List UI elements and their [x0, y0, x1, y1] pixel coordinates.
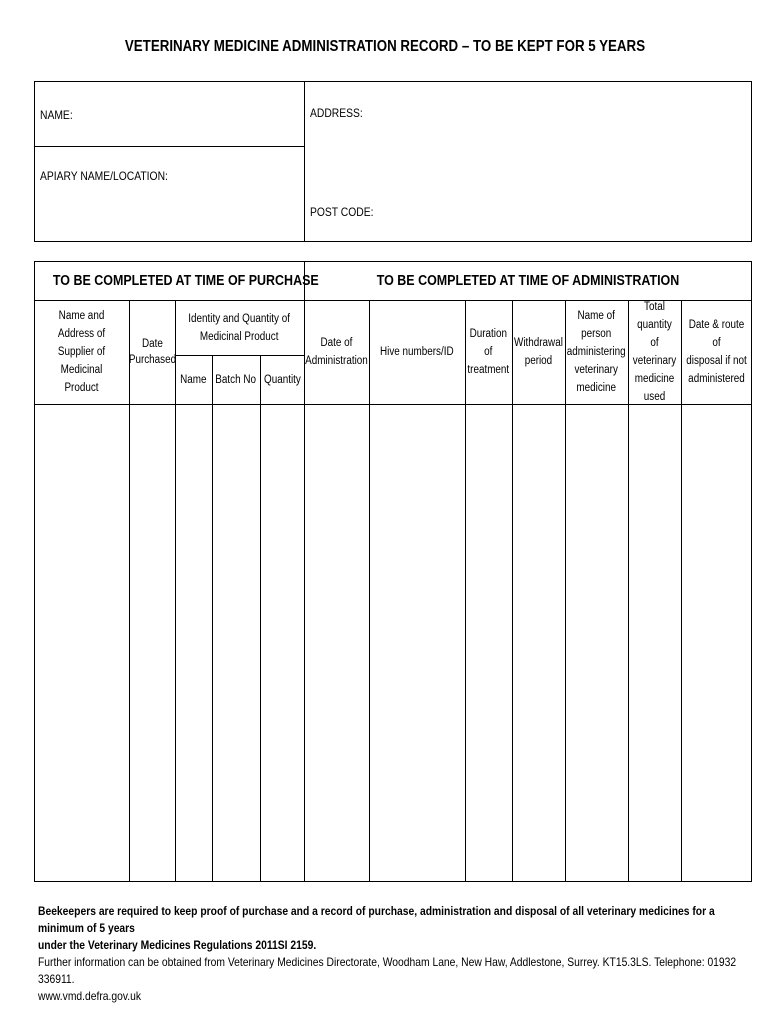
apiary-location-label: APIARY NAME/LOCATION:: [40, 169, 168, 183]
postcode-label: POST CODE:: [310, 205, 374, 219]
footer-notes: [38, 903, 738, 1005]
header-identity-quantity: Identity and Quantity of Medicinal Product: [188, 313, 291, 343]
header-hive-numbers: Hive numbers/ID: [380, 346, 454, 358]
form-title: VETERINARY MEDICINE ADMINISTRATION RECORD – TO BE KEPT FOR 5 YEARS: [124, 38, 646, 55]
header-date-administration: Date of Administration: [305, 337, 368, 367]
details-divider-horizontal: [34, 146, 304, 147]
details-box: [34, 81, 752, 242]
record-entry-area[interactable]: [35, 405, 751, 881]
header-quantity: Quantity: [263, 373, 301, 386]
footer-website: www.vmd.defra.gov.uk: [38, 989, 142, 1003]
header-disposal: Date & route of disposal if not administered: [686, 319, 747, 385]
header-date-purchased: Date Purchased: [128, 338, 176, 366]
footer-info-line: Further information can be obtained from Veterinary Medicines Directorate, Woodham Lane, New Haw, Addlestone, Surrey. KT15.3LS. Telephone: 01932 336911.: [38, 955, 737, 986]
header-person-administering: Name of person administering veterinary medicine: [567, 310, 626, 394]
footer-requirement-line-1: Beekeepers are required to keep proof of purchase and a record of purchase, administration and disposal of all veterinary medicines for a minimum of 5 years: [38, 904, 715, 935]
header-duration: Duration of treatment: [467, 328, 510, 376]
header-name: Name: [180, 373, 207, 386]
name-label: NAME:: [40, 108, 73, 122]
header-total-quantity: Total quantity of veterinary medicine used: [632, 301, 677, 403]
header-withdrawal: Withdrawal period: [514, 337, 563, 367]
address-label: ADDRESS:: [310, 106, 363, 120]
administration-section-heading: TO BE COMPLETED AT TIME OF ADMINISTRATION: [376, 273, 680, 289]
details-divider-vertical: [304, 81, 305, 242]
footer-requirement-line-2: under the Veterinary Medicines Regulations 2011SI 2159.: [38, 938, 317, 952]
header-supplier: Name and Address of Supplier of Medicinal Product: [57, 310, 106, 394]
header-batch-no: Batch No: [215, 373, 257, 386]
purchase-section-heading: TO BE COMPLETED AT TIME OF PURCHASE: [52, 273, 319, 289]
